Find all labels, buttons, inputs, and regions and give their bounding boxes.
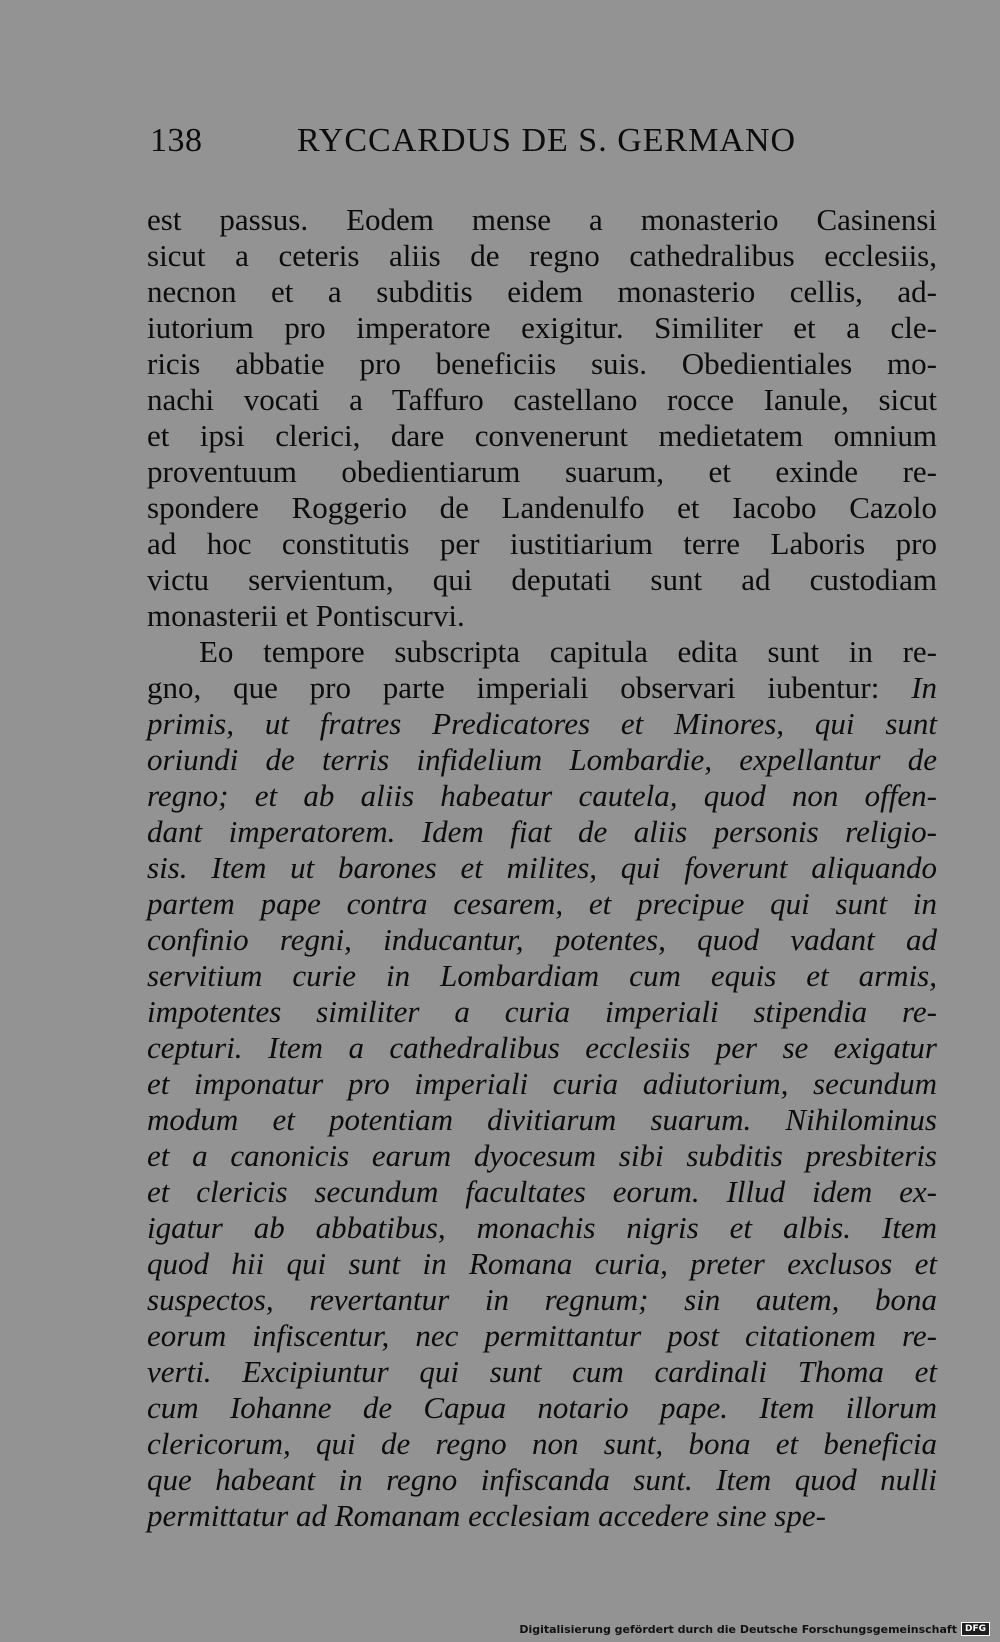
text-line [147,706,937,742]
text-line [147,1246,937,1282]
text-line [147,958,937,994]
text-line [147,1282,937,1318]
text-line-content: ad hoc constitutis per iustitiarium terre Laboris pro [147,526,937,561]
text-line [147,1066,937,1102]
text-line-content: cum Iohanne de Capua notario pape. Item illorum [147,1390,937,1425]
text-line [147,1462,937,1498]
text-line [147,814,937,850]
text-line-content: servitium curie in Lombardiam cum equis et armis, [147,958,937,993]
text-line [147,490,937,526]
text-line-italic-tail: In [911,670,938,705]
dfg-logo-icon: DFG [961,1622,990,1636]
text-line-content: Eo tempore subscripta capitula edita sunt in re- [199,634,937,669]
text-line-content: necnon et a subditis eidem monasterio cellis, ad- [147,274,937,309]
text-line-content: nachi vocati a Taffuro castellano rocce Ianule, sicut [147,382,937,417]
body-text [147,202,937,1534]
text-line-content: igatur ab abbatibus, monachis nigris et albis. Item [147,1210,937,1245]
text-line [147,1030,937,1066]
text-line-content: et a canonicis earum dyocesum sibi subditis presbiteris [147,1138,937,1173]
text-line [147,1138,937,1174]
text-line-content: et clericis secundum facultates eorum. Illud idem ex- [147,1174,937,1209]
text-line [147,454,937,490]
text-line [147,382,937,418]
footer-credit [519,1622,990,1636]
text-line-content: dant imperatorem. Idem fiat de aliis personis religio- [147,814,937,849]
text-line [147,418,937,454]
text-line-content: proventuum obedientiarum suarum, et exinde re- [147,454,937,489]
text-line [147,778,937,814]
text-line-content: monasterii et Pontiscurvi. [147,598,465,633]
text-line-content: eorum infiscentur, nec permittantur post citationem re- [147,1318,937,1353]
text-line-content: est passus. Eodem mense a monasterio Casinensi [147,202,937,237]
page-number: 138 [150,122,203,159]
text-line-content: suspectos, revertantur in regnum; sin autem, bona [147,1282,937,1317]
text-line-content: permittatur ad Romanam ecclesiam accedere sine spe- [147,1498,826,1533]
text-line-content: et ipsi clerici, dare convenerunt medietatem omnium [147,418,937,453]
text-line-content: sis. Item ut barones et milites, qui foverunt aliquando [147,850,937,885]
text-line [147,202,937,238]
text-line [147,742,937,778]
text-line-content: regno; et ab aliis habeatur cautela, quod non offen- [147,778,937,813]
text-line [147,598,937,634]
text-line [147,1102,937,1138]
text-line-content: ricis abbatie pro beneficiis suis. Obedientiales mo- [147,346,937,381]
text-line-content: confinio regni, inducantur, potentes, quod vadant ad [147,922,937,957]
text-line [147,994,937,1030]
text-line [147,886,937,922]
text-line [147,850,937,886]
running-title: RYCCARDUS DE S. GERMANO [297,122,797,159]
text-line-content: victu servientum, qui deputati sunt ad custodiam [147,562,937,597]
text-line [147,238,937,274]
text-line-content: partem pape contra cesarem, et precipue qui sunt in [147,886,937,921]
text-line [147,922,937,958]
text-line [147,562,937,598]
text-line [147,1426,937,1462]
text-line-content: modum et potentiam divitiarum suarum. Nihilominus [147,1102,937,1137]
text-line-content: cepturi. Item a cathedralibus ecclesiis per se exigatur [147,1030,937,1065]
text-line [147,1174,937,1210]
text-line-content: gno, que pro parte imperiali observari iubentur: [147,670,880,705]
text-line-content: et imponatur pro imperiali curia adiutorium, secundum [147,1066,937,1101]
text-line [147,670,937,706]
text-line [147,1318,937,1354]
text-line-content: oriundi de terris infidelium Lombardie, expellantur de [147,742,937,777]
text-line [147,1210,937,1246]
text-line-content: iutorium pro imperatore exigitur. Similiter et a cle- [147,310,937,345]
text-line-content: impotentes similiter a curia imperiali stipendia re- [147,994,937,1029]
text-line-content: spondere Roggerio de Landenulfo et Iacobo Cazolo [147,490,937,525]
text-line [147,526,937,562]
text-line [147,346,937,382]
text-line-content: que habeant in regno infiscanda sunt. Item quod nulli [147,1462,937,1497]
text-line-content: clericorum, qui de regno non sunt, bona et beneficia [147,1426,937,1461]
text-line-content: verti. Excipiuntur qui sunt cum cardinali Thoma et [147,1354,937,1389]
text-line-content: quod hii qui sunt in Romana curia, preter exclusos et [147,1246,937,1281]
text-line [147,634,937,670]
text-line-content: sicut a ceteris aliis de regno cathedralibus ecclesiis, [147,238,937,273]
text-line [147,1498,937,1534]
page-header [150,122,900,170]
text-line [147,1354,937,1390]
text-line-content: primis, ut fratres Predicatores et Minores, qui sunt [147,706,937,741]
text-line [147,310,937,346]
footer-text: Digitalisierung gefördert durch die Deutsche Forschungsgemeinschaft [519,1622,957,1636]
text-line [147,1390,937,1426]
text-line [147,274,937,310]
